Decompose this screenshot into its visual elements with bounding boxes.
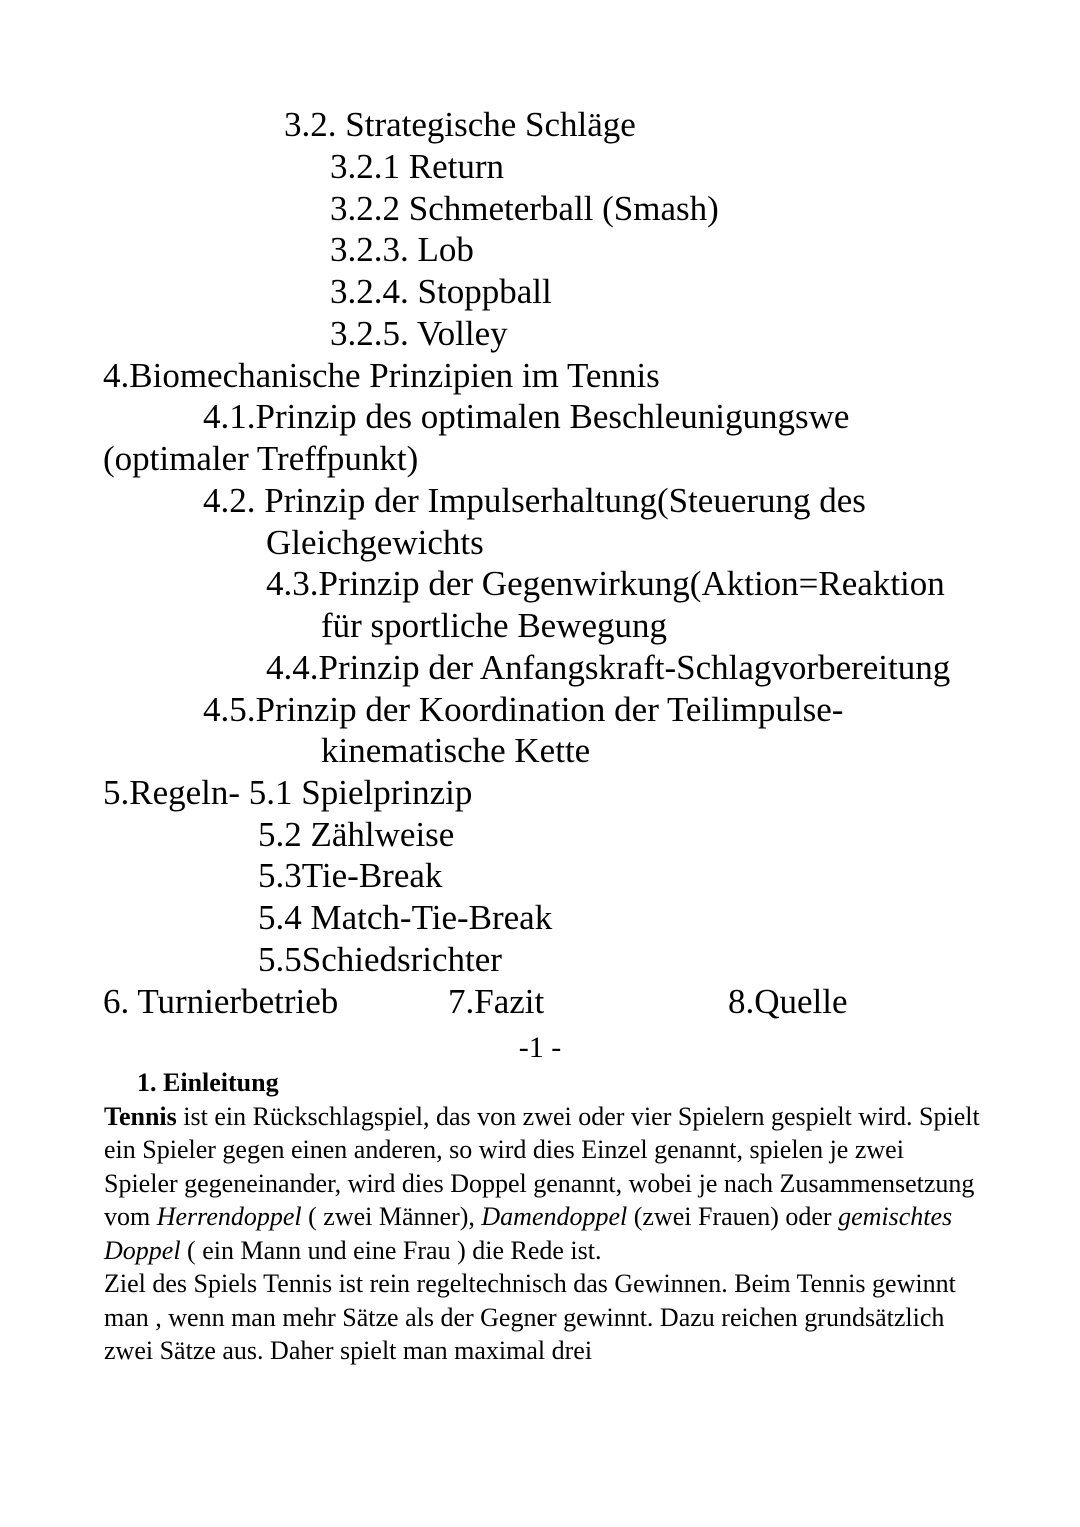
text-run: ist ein Rückschlagspiel, das von zwei oder vier Spielern gespielt wird. Spielt ein Spieler gegen einen anderen, so wird dies Einzel genannt, spielen je zwei Spieler gegeneinander, wird dies Doppel genannt, wobei je nach Zusammensetzung vom	[104, 1101, 980, 1231]
toc-line: 8.Quelle	[728, 982, 848, 1021]
toc-line: 4.2. Prinzip der Impulserhaltung(Steuerung des	[203, 481, 866, 520]
toc-line: Gleichgewichts	[266, 523, 484, 562]
toc-line: 5.Regeln- 5.1 Spielprinzip	[103, 773, 473, 812]
toc-line: 3.2. Strategische Schläge	[284, 105, 636, 144]
text-run: ( zwei Männer),	[301, 1202, 482, 1231]
toc-line: 3.2.2 Schmeterball (Smash)	[330, 189, 719, 228]
toc-line: kinematische Kette	[321, 731, 591, 770]
bold-term: Tennis	[104, 1101, 177, 1131]
section-heading: 1. Einleitung	[137, 1068, 279, 1097]
toc-line: 4.4.Prinzip der Anfangskraft-Schlagvorbereitung	[266, 648, 951, 687]
toc-line: 4.3.Prinzip der Gegenwirkung(Aktion=Reaktion	[266, 564, 945, 603]
intro-section	[104, 1066, 984, 1368]
toc-line: 5.4 Match-Tie-Break	[258, 898, 553, 937]
toc-line: 3.2.3. Lob	[330, 230, 474, 269]
toc-line: 5.2 Zählweise	[258, 815, 455, 854]
toc-line: für sportliche Bewegung	[321, 606, 668, 645]
toc-line: (optimaler Treffpunkt)	[103, 439, 419, 478]
toc-line: 4.5.Prinzip der Koordination der Teilimpulse-	[203, 690, 844, 729]
italic-term: Herrendoppel	[156, 1202, 302, 1231]
toc-line: 5.3Tie-Break	[258, 856, 443, 895]
toc-line: 4.1.Prinzip des optimalen Beschleunigungswe	[203, 397, 850, 436]
toc-line: 6. Turnierbetrieb	[103, 982, 339, 1021]
italic-term: Damendoppel	[481, 1202, 628, 1231]
italic-term: gemischtes Doppel	[104, 1202, 953, 1265]
intro-paragraph-1	[104, 1100, 984, 1268]
text-run: (zwei Frauen) oder	[627, 1202, 839, 1231]
page-number: -1 -	[518, 1031, 562, 1064]
toc-line: 7.Fazit	[448, 982, 545, 1021]
toc-line: 5.5Schiedsrichter	[258, 940, 502, 979]
toc-line: 3.2.5. Volley	[330, 314, 508, 353]
toc-line: 4.Biomechanische Prinzipien im Tennis	[103, 356, 660, 395]
toc-line: 3.2.1 Return	[330, 147, 505, 186]
text-run: ( ein Mann und eine Frau ) die Rede ist.	[180, 1235, 602, 1265]
intro-paragraph-2: Ziel des Spiels Tennis ist rein regeltechnisch das Gewinnen. Beim Tennis gewinnt man , wenn man mehr Sätze als der Gegner gewinnt. Dazu reichen grundsätzlich zwei Sätze aus. Daher spielt man maximal drei	[104, 1269, 956, 1365]
toc-line: 3.2.4. Stoppball	[330, 272, 552, 311]
